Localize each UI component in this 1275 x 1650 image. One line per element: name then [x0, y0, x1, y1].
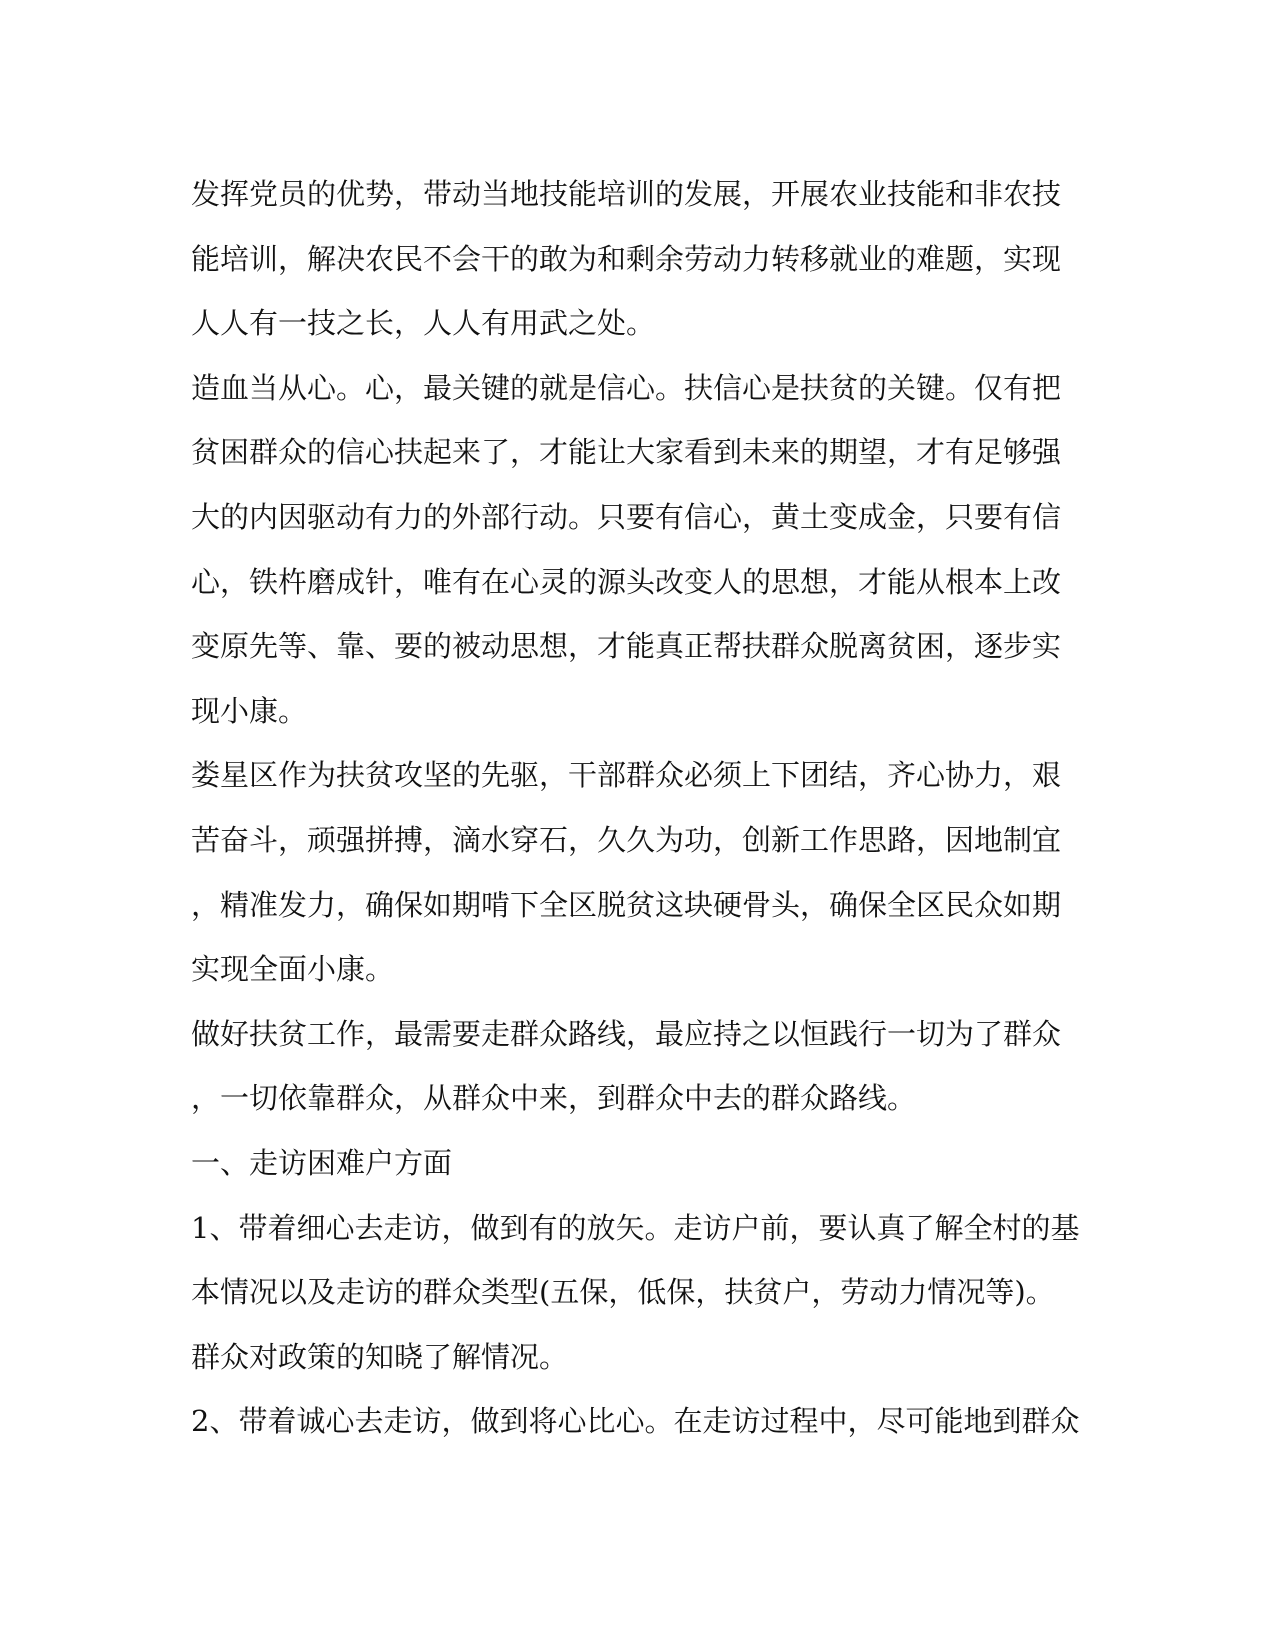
- text-line-18: 本情况以及走访的群众类型(五保，低保，扶贫户，劳动力情况等)。: [191, 1275, 1055, 1310]
- text-line-14: 做好扶贫工作，最需要走群众路线，最应持之以恒践行一切为了群众: [191, 1016, 1062, 1051]
- text-line-17: 1、带着细心去走访，做到有的放矢。走访户前，要认真了解全村的基: [191, 1210, 1080, 1245]
- text-line-11: 苦奋斗，顽强拼搏，滴水穿石，久久为功，创新工作思路，因地制宜: [191, 822, 1062, 857]
- text-line-15: ，一切依靠群众，从群众中来，到群众中去的群众路线。: [191, 1081, 917, 1116]
- document-body: [191, 162, 1091, 1454]
- text-line-5: 贫困群众的信心扶起来了，才能让大家看到未来的期望，才有足够强: [191, 435, 1062, 470]
- text-line-10: 娄星区作为扶贫攻坚的先驱，干部群众必须上下团结，齐心协力，艰: [191, 758, 1062, 793]
- text-line-3: 人人有一技之长，人人有用武之处。: [191, 306, 656, 341]
- text-line-6: 大的内因驱动有力的外部行动。只要有信心，黄土变成金，只要有信: [191, 499, 1062, 534]
- text-line-13: 实现全面小康。: [191, 952, 395, 987]
- section-heading: 一、走访困难户方面: [191, 1145, 453, 1180]
- text-line-19: 群众对政策的知晓了解情况。: [191, 1339, 569, 1374]
- text-line-8: 变原先等、靠、要的被动思想，才能真正帮扶群众脱离贫困，逐步实: [191, 629, 1062, 664]
- text-line-7: 心，铁杵磨成针，唯有在心灵的源头改变人的思想，才能从根本上改: [191, 564, 1062, 599]
- text-line-4: 造血当从心。心，最关键的就是信心。扶信心是扶贫的关键。仅有把: [191, 370, 1062, 405]
- text-line-12: ，精准发力，确保如期啃下全区脱贫这块硬骨头，确保全区民众如期: [191, 887, 1062, 922]
- text-line-9: 现小康。: [191, 693, 308, 728]
- text-line-20: 2、带着诚心去走访，做到将心比心。在走访过程中，尽可能地到群众: [191, 1404, 1080, 1439]
- text-line-1: 发挥党员的优势，带动当地技能培训的发展，开展农业技能和非农技: [191, 177, 1062, 211]
- text-line-2: 能培训，解决农民不会干的敢为和剩余劳动力转移就业的难题，实现: [191, 241, 1062, 276]
